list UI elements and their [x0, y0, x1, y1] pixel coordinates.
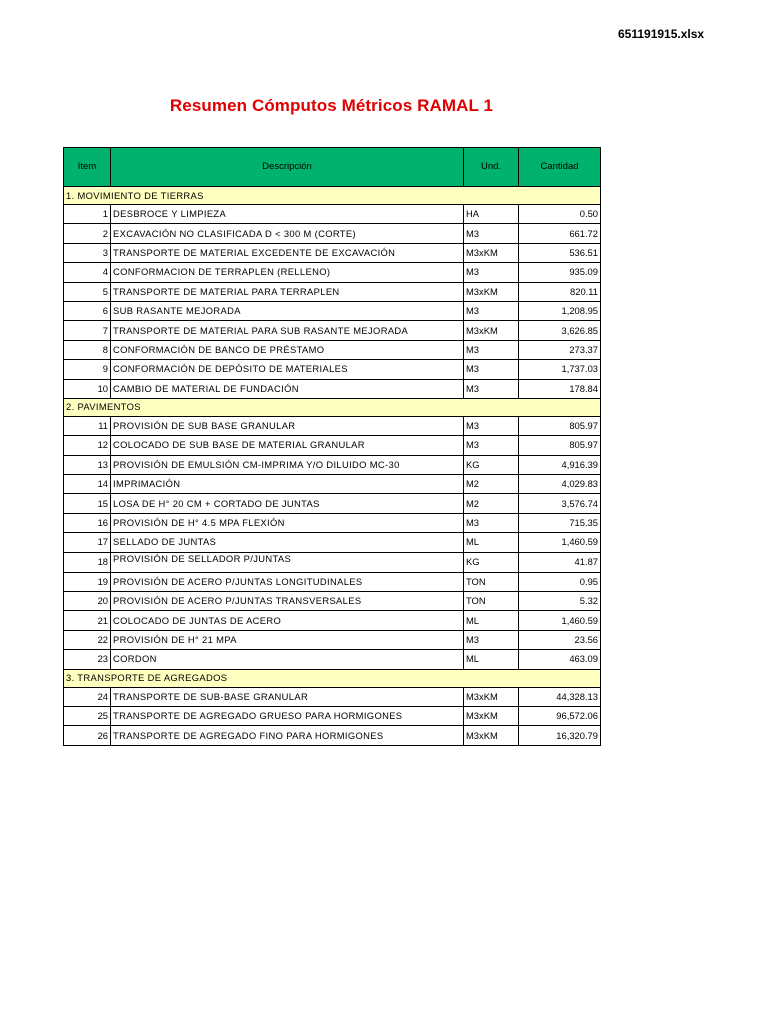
quantity-cell: 463.09 — [519, 650, 601, 669]
description-cell: TRANSPORTE DE AGREGADO FINO PARA HORMIGONES — [111, 726, 464, 745]
unit-cell: M3xKM — [464, 321, 519, 340]
unit-cell: TON — [464, 592, 519, 611]
description-cell: EXCAVACIÓN NO CLASIFICADA D < 300 M (CORTE) — [111, 224, 464, 243]
description-cell: SUB RASANTE MEJORADA — [111, 301, 464, 320]
unit-cell: M3 — [464, 630, 519, 649]
column-header-cantidad: Cantidad — [519, 148, 601, 187]
item-cell: 15 — [64, 494, 111, 513]
quantity-cell: 715.35 — [519, 513, 601, 532]
table-row — [64, 494, 601, 513]
description-cell: COLOCADO DE JUNTAS DE ACERO — [111, 611, 464, 630]
table-row — [64, 533, 601, 552]
table-row — [64, 650, 601, 669]
quantity-cell: 805.97 — [519, 436, 601, 455]
quantity-cell: 1,460.59 — [519, 611, 601, 630]
unit-cell: M2 — [464, 494, 519, 513]
item-cell: 2 — [64, 224, 111, 243]
unit-cell: ML — [464, 650, 519, 669]
item-cell: 24 — [64, 687, 111, 706]
unit-cell: M3 — [464, 416, 519, 435]
quantity-cell: 0.50 — [519, 205, 601, 224]
table-row — [64, 243, 601, 262]
table-row — [64, 436, 601, 455]
section-row — [64, 669, 601, 687]
unit-cell: KG — [464, 552, 519, 572]
item-cell: 20 — [64, 592, 111, 611]
unit-cell: M3 — [464, 513, 519, 532]
quantity-cell: 178.84 — [519, 379, 601, 398]
column-header-und: Und. — [464, 148, 519, 187]
section-row — [64, 398, 601, 416]
quantity-cell: 5.32 — [519, 592, 601, 611]
table-row — [64, 630, 601, 649]
table-row — [64, 706, 601, 725]
quantity-cell: 96,572.06 — [519, 706, 601, 725]
item-cell: 25 — [64, 706, 111, 725]
quantity-cell: 935.09 — [519, 263, 601, 282]
table-header-row — [64, 148, 601, 187]
unit-cell: M3 — [464, 263, 519, 282]
unit-cell: TON — [464, 572, 519, 591]
table-row — [64, 360, 601, 379]
unit-cell: ML — [464, 611, 519, 630]
item-cell: 26 — [64, 726, 111, 745]
item-cell: 23 — [64, 650, 111, 669]
quantity-cell: 1,737.03 — [519, 360, 601, 379]
unit-cell: KG — [464, 455, 519, 474]
description-text: PROVISIÓN DE SELLADOR P/JUNTAS — [113, 553, 292, 565]
description-cell: PROVISIÓN DE ACERO P/JUNTAS LONGITUDINALES — [111, 572, 464, 591]
quantity-cell: 805.97 — [519, 416, 601, 435]
description-cell: LOSA DE H° 20 CM + CORTADO DE JUNTAS — [111, 494, 464, 513]
quantity-cell: 3,626.85 — [519, 321, 601, 340]
quantity-cell: 273.37 — [519, 340, 601, 359]
item-cell: 21 — [64, 611, 111, 630]
description-cell: TRANSPORTE DE MATERIAL PARA TERRAPLEN — [111, 282, 464, 301]
unit-cell: HA — [464, 205, 519, 224]
item-cell: 18 — [64, 552, 111, 572]
description-cell: TRANSPORTE DE MATERIAL PARA SUB RASANTE MEJORADA — [111, 321, 464, 340]
description-cell — [111, 552, 464, 572]
unit-cell: M3xKM — [464, 243, 519, 262]
table-row — [64, 726, 601, 745]
unit-cell: M3xKM — [464, 706, 519, 725]
quantity-cell: 1,208.95 — [519, 301, 601, 320]
column-header-descripcion: Descripción — [111, 148, 464, 187]
description-cell: PROVISIÓN DE H° 21 MPA — [111, 630, 464, 649]
table-row — [64, 455, 601, 474]
description-cell: PROVISIÓN DE H° 4.5 MPA FLEXIÓN — [111, 513, 464, 532]
item-cell: 12 — [64, 436, 111, 455]
description-cell: CONFORMACIÓN DE DEPÓSITO DE MATERIALES — [111, 360, 464, 379]
item-cell: 17 — [64, 533, 111, 552]
quantity-cell: 536.51 — [519, 243, 601, 262]
description-cell: TRANSPORTE DE AGREGADO GRUESO PARA HORMIGONES — [111, 706, 464, 725]
quantity-cell: 3,576.74 — [519, 494, 601, 513]
table-row — [64, 475, 601, 494]
table-row — [64, 340, 601, 359]
description-cell: CONFORMACION DE TERRAPLEN (RELLENO) — [111, 263, 464, 282]
item-cell: 22 — [64, 630, 111, 649]
item-cell: 1 — [64, 205, 111, 224]
unit-cell: M3 — [464, 436, 519, 455]
section-label: 3. TRANSPORTE DE AGREGADOS — [64, 669, 601, 687]
unit-cell: M2 — [464, 475, 519, 494]
table-row — [64, 379, 601, 398]
table-row — [64, 611, 601, 630]
table-row — [64, 205, 601, 224]
description-cell: CORDON — [111, 650, 464, 669]
column-header-item: Item — [64, 148, 111, 187]
table-row — [64, 282, 601, 301]
quantity-cell: 41.87 — [519, 552, 601, 572]
unit-cell: M3 — [464, 360, 519, 379]
section-label: 1. MOVIMIENTO DE TIERRAS — [64, 187, 601, 205]
item-cell: 11 — [64, 416, 111, 435]
item-cell: 13 — [64, 455, 111, 474]
description-cell: TRANSPORTE DE SUB-BASE GRANULAR — [111, 687, 464, 706]
item-cell: 6 — [64, 301, 111, 320]
unit-cell: M3xKM — [464, 282, 519, 301]
item-cell: 4 — [64, 263, 111, 282]
description-cell: COLOCADO DE SUB BASE DE MATERIAL GRANULAR — [111, 436, 464, 455]
table-row — [64, 513, 601, 532]
file-name: 651191915.xlsx — [618, 27, 705, 41]
unit-cell: M3 — [464, 224, 519, 243]
table-row — [64, 592, 601, 611]
table-row — [64, 263, 601, 282]
item-cell: 9 — [64, 360, 111, 379]
page-title: Resumen Cómputos Métricos RAMAL 1 — [169, 96, 494, 115]
quantity-cell: 44,328.13 — [519, 687, 601, 706]
table-row — [64, 552, 601, 572]
table-row — [64, 416, 601, 435]
description-cell: CONFORMACIÓN DE BANCO DE PRÉSTAMO — [111, 340, 464, 359]
table-row — [64, 224, 601, 243]
unit-cell: M3xKM — [464, 726, 519, 745]
table-body — [64, 187, 601, 746]
quantity-cell: 4,029.83 — [519, 475, 601, 494]
item-cell: 3 — [64, 243, 111, 262]
unit-cell: M3xKM — [464, 687, 519, 706]
table-row — [64, 321, 601, 340]
quantity-cell: 0.95 — [519, 572, 601, 591]
description-cell: PROVISIÓN DE SUB BASE GRANULAR — [111, 416, 464, 435]
unit-cell: ML — [464, 533, 519, 552]
quantity-cell: 661.72 — [519, 224, 601, 243]
item-cell: 7 — [64, 321, 111, 340]
description-cell: PROVISIÓN DE EMULSIÓN CM-IMPRIMA Y/O DILUIDO MC-30 — [111, 455, 464, 474]
table-row — [64, 687, 601, 706]
computos-table — [63, 147, 601, 746]
quantity-cell: 16,320.79 — [519, 726, 601, 745]
description-cell: PROVISIÓN DE ACERO P/JUNTAS TRANSVERSALES — [111, 592, 464, 611]
description-cell: TRANSPORTE DE MATERIAL EXCEDENTE DE EXCAVACIÓN — [111, 243, 464, 262]
description-cell: CAMBIO DE MATERIAL DE FUNDACIÓN — [111, 379, 464, 398]
item-cell: 5 — [64, 282, 111, 301]
item-cell: 8 — [64, 340, 111, 359]
unit-cell: M3 — [464, 379, 519, 398]
item-cell: 16 — [64, 513, 111, 532]
section-label: 2. PAVIMENTOS — [64, 398, 601, 416]
quantity-cell: 4,916.39 — [519, 455, 601, 474]
section-row — [64, 187, 601, 205]
table-row — [64, 572, 601, 591]
description-cell: IMPRIMACIÓN — [111, 475, 464, 494]
unit-cell: M3 — [464, 301, 519, 320]
quantity-cell: 820.11 — [519, 282, 601, 301]
item-cell: 19 — [64, 572, 111, 591]
item-cell: 10 — [64, 379, 111, 398]
table-row — [64, 301, 601, 320]
description-cell: DESBROCE Y LIMPIEZA — [111, 205, 464, 224]
quantity-cell: 23.56 — [519, 630, 601, 649]
description-cell: SELLADO DE JUNTAS — [111, 533, 464, 552]
unit-cell: M3 — [464, 340, 519, 359]
quantity-cell: 1,460.59 — [519, 533, 601, 552]
item-cell: 14 — [64, 475, 111, 494]
